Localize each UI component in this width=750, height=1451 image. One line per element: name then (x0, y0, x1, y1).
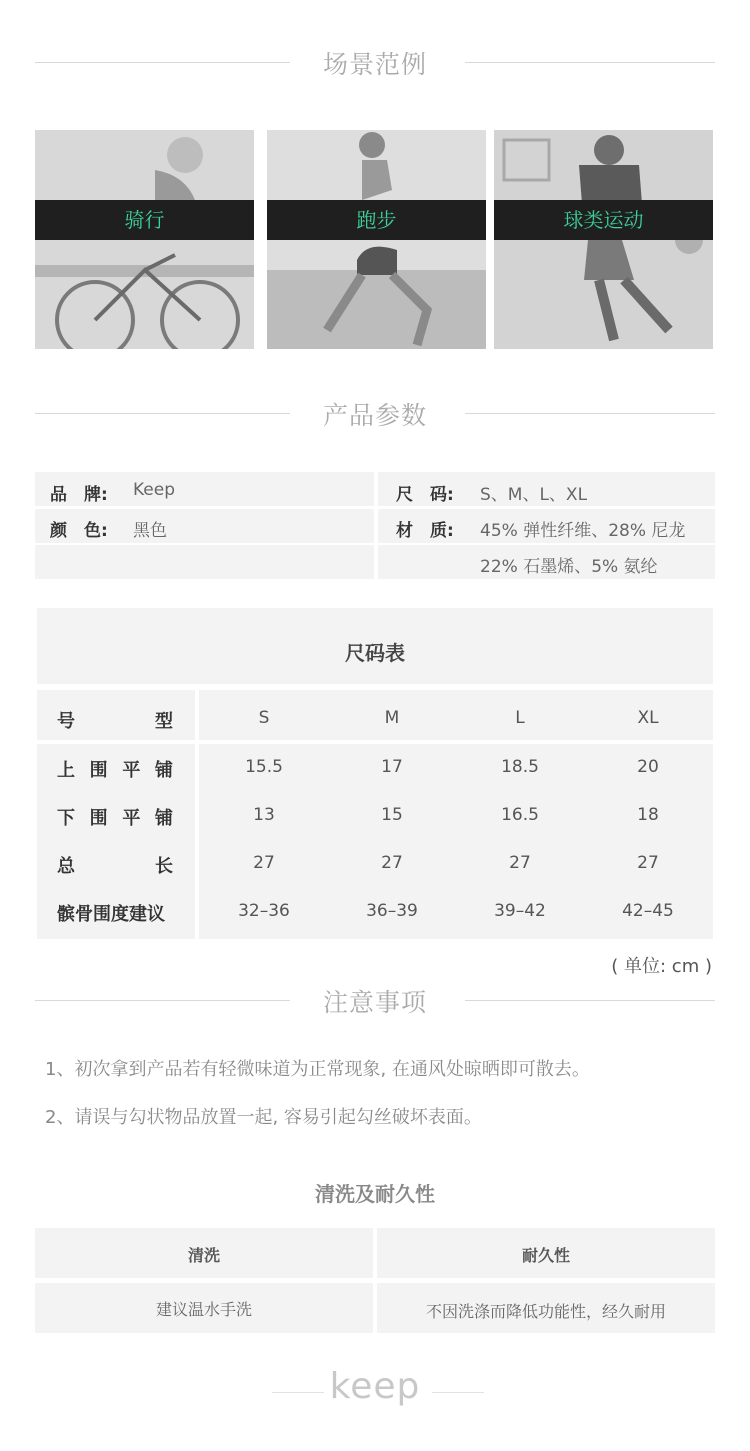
wash-col-header: 清洗 (187, 1246, 220, 1265)
durability-value: 不因洗涤而降低功能性，经久耐用 (425, 1302, 666, 1321)
scene-photo-running (267, 130, 486, 349)
unit-note: ( 单位: cm ) (611, 956, 712, 977)
brand-value: Keep (133, 480, 176, 500)
size-row-label (57, 900, 173, 926)
wash-value: 建议温水手洗 (155, 1300, 252, 1319)
size-row-label (57, 804, 173, 830)
size-value: 15.5 (245, 757, 283, 777)
size-value: 16.5 (501, 805, 539, 825)
size-row-label-char: 长 (155, 856, 173, 877)
size-row-label-char: 总 (57, 856, 75, 877)
scene-label-ballgames: 球类运动 (494, 200, 713, 240)
size-value: 36–39 (366, 901, 418, 921)
size-value: 27 (637, 853, 659, 873)
size-column-header: L (515, 708, 525, 728)
keep-logo: keep (329, 1366, 421, 1407)
material-label: 材 质: (396, 521, 454, 541)
size-value: 17 (381, 757, 403, 777)
color-value: 黑色 (133, 521, 167, 541)
size-row-label (57, 756, 173, 782)
size-row-label-char: 上 (57, 760, 75, 781)
brand-label: 品 牌: (50, 485, 108, 505)
param-cell (35, 545, 374, 579)
wash-title: 清洗及耐久性 (315, 1182, 435, 1206)
size-value: 15 (381, 805, 403, 825)
size-row-label-char: 铺 (154, 760, 173, 781)
scene-photo-cycling (35, 130, 254, 349)
size-value: 32–36 (238, 901, 290, 921)
size-value: 18.5 (501, 757, 539, 777)
size-row-label-char: 铺 (154, 808, 173, 829)
size-value: 27 (253, 853, 275, 873)
material-value: 45% 弹性纤维、28% 尼龙 (480, 521, 686, 541)
notes-heading: 注意事项 (322, 988, 427, 1017)
note-item: 1、初次拿到产品若有轻微味道为正常现象, 在通风处晾晒即可散去。 (45, 1059, 590, 1080)
size-column-header: XL (637, 708, 659, 728)
size-row-label-char: 围 (89, 808, 108, 829)
size-row-label-char: 平 (122, 760, 141, 781)
size-column-header: S (258, 708, 270, 728)
size-row-label-char: 围 (89, 760, 108, 781)
scene-label-cycling: 骑行 (35, 200, 254, 240)
scene-photo-ballgames (494, 130, 713, 349)
size-value: S、M、L、XL (480, 485, 588, 505)
material-value-continued: 22% 石墨烯、5% 氨纶 (480, 557, 658, 577)
size-value: 27 (381, 853, 403, 873)
size-chart-title: 尺码表 (345, 641, 405, 665)
size-value: 39–42 (494, 901, 546, 921)
size-value: 42–45 (622, 901, 674, 921)
params-heading: 产品参数 (322, 401, 427, 430)
scene-label-running: 跑步 (267, 200, 486, 240)
size-row-label-char: 下 (57, 808, 75, 829)
scene-heading: 场景范例 (322, 50, 427, 79)
size-column-header: M (384, 708, 400, 728)
size-header-label (57, 707, 173, 733)
size-header-char: 型 (155, 711, 173, 732)
durability-col-header: 耐久性 (521, 1246, 570, 1265)
size-row-label-char: 平 (122, 808, 141, 829)
size-value: 20 (637, 757, 659, 777)
size-row-label (57, 852, 173, 878)
color-label: 颜 色: (50, 521, 108, 541)
size-value: 18 (637, 805, 659, 825)
size-label: 尺 码: (396, 485, 454, 505)
note-item: 2、请误与勾状物品放置一起, 容易引起勾丝破坏表面。 (45, 1107, 482, 1128)
size-header-char: 号 (57, 711, 75, 732)
size-value: 13 (253, 805, 275, 825)
size-row-label-char: 髌骨围度建议 (57, 904, 165, 925)
size-value: 27 (509, 853, 531, 873)
